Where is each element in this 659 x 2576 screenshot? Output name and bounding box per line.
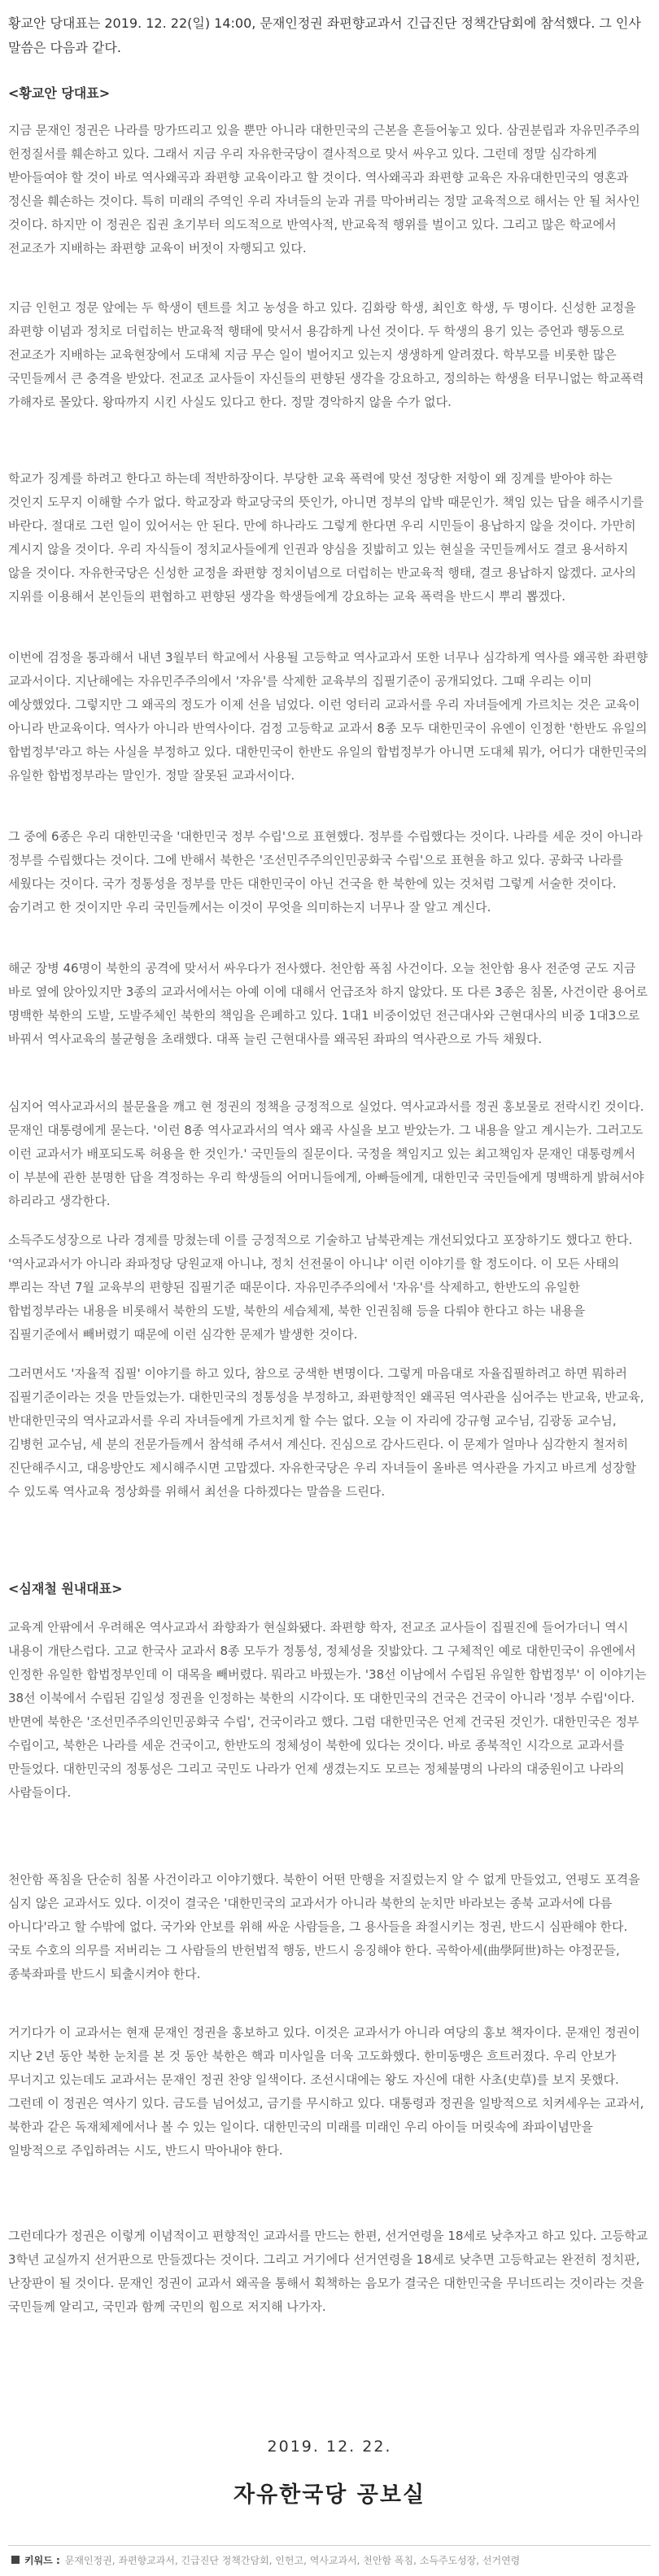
paragraph: 그러면서도 '자율적 집필' 이야기를 하고 있다, 참으로 궁색한 변명이다. 그렇게 마음대로 자율집필하려고 하면 뭐하러 집필기준이라는 것을 만들었는가. 대한민국의 정통성을 부정하고, 좌편향적인 왜곡된 역사관을 심어주는 반교육, 반교육, 반대한민국의 역사교과서를 우리 자녀들에게 가르치게 할 수는 없다. 오늘 이 자리에 강규형 교수님, 김광동 교수님, 김병헌 교수님, 세 분의 전문가들께서 참석해 주셔서 계신다. 진심으로 감사드린다. 이 문제가 얼마나 심각한지 철저히 진단해주시고, 대응방안도 제시해주시면 고맙겠다. 자유한국당은 우리 자녀들이 올바른 역사관을 가지고 바르게 성장할 수 있도록 역사교육 정상화를 위해서 최선을 다하겠다는 말씀을 드린다. [8,1366,644,1499]
section-title-shim: <심재철 원내대표> [8,1581,123,1596]
organization-name: 자유한국당 공보실 [233,2482,426,2508]
paragraph: 천안함 폭침을 단순히 침몰 사건이라고 이야기했다. 북한이 어떤 만행을 저질렀는지 알 수 없게 만들었고, 연평도 포격을 심지 않은 교과서도 있다. 이것이 결국은 '대한민국의 교과서가 아니라 북한의 눈치만 바라보는 종북 교과서에 다름 아니다'라고 할 수밖에 없다. 국가와 안보를 위해 싸운 사람들을, 그 용사들을 좌절시키는 정권, 반드시 심판해야 한다. 국토 수호의 의무를 저버리는 그 사람들의 반헌법적 행동, 반드시 응징해야 한다. 곡학아세(曲學阿世)하는 야정꾼들, 종북좌파를 반드시 퇴출시켜야 한다. [8,1872,640,1981]
release-date: 2019. 12. 22. [267,2438,392,2456]
keyword-square-icon [11,2556,20,2564]
paragraph: 거기다가 이 교과서는 현재 문재인 정권을 홍보하고 있다. 이것은 교과서가 아니라 여당의 홍보 책자이다. 문재인 정권이 지난 2년 동안 북한 눈치를 본 것 동안 북한은 핵과 미사일을 더욱 고도화했다. 한미동맹은 흐트러졌다. 우리 안보가 무너지고 있는데도 교과서는 문재인 정권 찬양 일색이다. 조선시대에는 왕도 자신에 대한 사초(史草)를 보지 못했다. 그런데 이 정권은 역사기 있다. 금도를 넘어섰고, 금기를 무시하고 있다. 대통령과 정권을 일방적으로 치켜세우는 교과서, 북한과 같은 독재체제에서나 볼 수 있는 일이다. 대한민국의 미래를 미래인 우리 아이들 머릿속에 좌파이념만을 일방적으로 주입하려는 시도, 반드시 막아내야 한다. [8,2025,644,2158]
paragraph: 소득주도성장으로 나라 경제를 망쳤는데 이를 긍정적으로 기술하고 남북관계는 개선되었다고 포장하기도 했다고 한다. '역사교과서가 아니라 좌파정당 당원교재 아니냐, 정치 선전물이 아니냐' 이런 이야기를 할 정도이다. 이 모든 사태의 뿌리는 작년 7월 교육부의 편향된 집필기준 때문이다. 자유민주주의에서 '자유'를 삭제하고, 한반도의 유일한 합법정부라는 내용을 비롯해서 북한의 도발, 북한의 세습체제, 북한 인권침해 등을 다뤄야 한다고 하는 내용을 집필기준에서 빼버렸기 때문에 이런 심각한 문제가 발생한 것이다. [8,1233,633,1342]
paragraph: 학교가 징계를 하려고 한다고 하는데 적반하장이다. 부당한 교육 폭력에 맞선 정당한 저항이 왜 징계를 받아야 하는 것인지 도무지 이해할 수가 없다. 학교장과 학교당국의 뜻인가, 아니면 정부의 압박 때문인가. 책임 있는 답을 해주시기를 바란다. 절대로 그런 일이 있어서는 안 된다. 만에 하나라도 그렇게 한다면 우리 시민들이 용납하지 않을 것이다. 가만히 계시지 않을 것이다. 우리 자식들이 정치교사들에게 인권과 양심을 짓밟히고 있는 현실을 국민들께서도 결코 용서하지 않을 것이다. 자유한국당은 신성한 교정을 좌편향 정치이념으로 더럽히는 반교육적 행태, 결코 용납하지 않겠다. 교사의 지위를 이용해서 본인들의 편협하고 편향된 생각을 학생들에게 강요하는 교육 폭력을 반드시 뿌리 뽑겠다. [8,471,644,604]
paragraph: 심지어 역사교과서의 불문율을 깨고 현 정권의 정책을 긍정적으로 실었다. 역사교과서를 정권 홍보물로 전락시킨 것이다. 문재인 대통령에게 묻는다. '이런 8종 역사교과서의 역사 왜곡 사실을 보고 받았는가. 그 내용을 알고 계시는가. 그러고도 이런 교과서가 배포되도록 허용을 한 것인가.' 국민들의 질문이다. 국정을 책임지고 있는 최고책임자 문재인 대통령께서 이 부분에 관한 분명한 답을 격정하는 우리 학생들의 어머니들에게, 아빠들에게, 대한민국 국민들에게 명백하게 밝혀서야 하리라고 생각한다. [8,1099,644,1208]
paragraph: 교육계 안팎에서 우려해온 역사교과서 좌향좌가 현실화됐다. 좌편향 학자, 전교조 교사들이 집필진에 들어가더니 역시 내용이 개탄스럽다. 고교 한국사 교과서 8종 모두가 정통성, 정체성을 짓밟았다. 그 구체적인 예로 대한민국이 유엔에서 인정한 유일한 합법정부인데 이 대목을 빼버렸다. 뭐라고 바꿨는가. '38선 이남에서 수립된 유일한 합법정부' 이 이야기는 38선 이북에서 수립된 김일성 정권을 인정하는 북한의 시각이다. 또 대한민국의 건국은 건국이 아니라 '정부 수립'이다. 반면에 북한은 '조선민주주의인민공화국 수립', 건국이라고 했다. 그럼 대한민국은 언제 건국된 것인가. 대한민국은 정부 수립이고, 북한은 나라를 세운 건국이고, 한반도의 정체성이 북한에 있다는 것이다. 바로 종북적인 시각으로 교과서를 만들었다. 대한민국의 정통성은 그리고 국민도 나라가 언제 생겼는지도 모르는 정체불명의 나라의 대중원이고 나라의 사람들이다. [8,1620,647,1800]
section-title-hwang: <황교안 당대표> [8,85,111,101]
paragraph: 해군 장병 46명이 북한의 공격에 맞서서 싸우다가 전사했다. 천안함 폭침 사건이다. 오늘 천안함 용사 전준영 군도 지금 바로 옆에 앉아있지만 3종의 교과서에서는 아예 이에 대해서 언급조차 하지 않았다. 또 다른 3종은 침몰, 사건이란 용어로 명백한 북한의 도발, 도발주체인 북한의 책임을 은폐하고 있다. 1대1 비중이었던 전근대사와 근현대사의 비중 1대3으로 바꿔서 역사교육의 불균형을 초래했다. 대폭 늘린 근현대사를 왜곡된 좌파의 역사관으로 가득 채웠다. [8,961,648,1046]
paragraph: 그 중에 6종은 우리 대한민국을 '대한민국 정부 수립'으로 표현했다. 정부를 수립했다는 것이다. 나라를 세운 것이 아니라 정부를 수립했다는 것이다. 그에 반해서 북한은 '조선민주주의인민공화국 수립'으로 표현을 하고 있다. 공화국 나라를 세웠다는 것이다. 국가 정통성을 정부를 만든 대한민국이 아닌 건국을 한 북한에 있는 것처럼 그렇게 서술한 것이다. 숨기려고 한 것이지만 우리 국민들께서는 이것이 무엇을 의미하는지 너무나 잘 알고 계신다. [8,829,643,915]
lead-paragraph: 황교안 당대표는 2019. 12. 22(일) 14:00, 문재인정권 좌편향교과서 긴급진단 정책간담회에 참석했다. 그 인사말씀은 다음과 같다. [8,15,641,55]
paragraph: 지금 문재인 정권은 나라를 망가뜨리고 있을 뿐만 아니라 대한민국의 근본을 흔들어놓고 있다. 삼권분립과 자유민주주의 헌정질서를 훼손하고 있다. 그래서 지금 우리 자유한국당이 결사적으로 맞서 싸우고 있다. 그런데 정말 심각하게 받아들여야 할 것이 바로 역사왜곡과 좌편향 교육이라고 할 것이다. 역사왜곡과 좌편향 교육은 자유대한민국의 영혼과 정신을 훼손하는 것이다. 특히 미래의 주역인 우리 자녀들의 눈과 귀를 막아버리는 정말 교육적으로 해서는 안 될 처사인 것이다. 하지만 이 정권은 집권 초기부터 의도적으로 반역사적, 반교육적 행위를 벌이고 있다. 그리고 많은 학교에서 전교조가 지배하는 좌편향 교육이 버젓이 자행되고 있다. [8,123,640,255]
paragraph: 지금 인헌고 정문 앞에는 두 학생이 텐트를 치고 농성을 하고 있다. 김화랑 학생, 최인호 학생, 두 명이다. 신성한 교정을 좌편향 이념과 정치로 더럽히는 반교육적 행태에 맞서서 용감하게 나선 것이다. 두 학생의 용기 있는 증언과 행동으로 전교조가 지배하는 교육현장에서 도대체 지금 무슨 일이 벌어지고 있는지 생생하게 알려졌다. 학부모를 비롯한 많은 국민들께서 큰 충격을 받았다. 전교조 교사들이 자신들의 편향된 생각을 강요하고, 정의하는 학생을 터무니없는 학교폭력 가해자로 몰았다. 왕따까지 시킨 사실도 있다고 한다. 정말 경악하지 않을 수가 없다. [8,300,644,409]
keyword-label: 키워드 : [24,2554,60,2566]
paragraph: 이번에 검정을 통과해서 내년 3월부터 학교에서 사용될 고등학교 역사교과서 또한 너무나 심각하게 역사를 왜곡한 좌편향 교과서이다. 지난해에는 자유민주주의에서 '자유'를 삭제한 교육부의 집필기준이 공개되었다. 그때 우리는 이미 예상했었다. 그렇지만 그 왜곡의 정도가 이제 선을 넘었다. 이런 엉터리 교과서를 우리 자녀들에게 가르치는 것은 교육이 아니라 반교육이다. 역사가 아니라 반역사이다. 검정 고등학교 교과서 8종 모두 대한민국이 유엔이 인정한 '한반도 유일의 합법정부'라고 하는 사실을 부정하고 있다. 대한민국이 한반도 유일의 합법정부가 아니면 도대체 뭐가, 어디가 대한민국의 유일한 합법정부라는 말인가. 정말 잘못된 교과서이다. [8,650,648,783]
keyword-bar [8,2545,651,2574]
keyword-list[interactable]: 문재인정권, 좌편향교과서, 긴급진단 정책간담회, 인헌고, 역사교과서, 천안함 폭침, 소득주도성장, 선거연령 [64,2554,521,2566]
paragraph: 그런데다가 정권은 이렇게 이념적이고 편향적인 교과서를 만드는 한편, 선거연령을 18세로 낮추자고 하고 있다. 고등학교 3학년 교실까지 선거판으로 만들겠다는 것이다. 그리고 거기에다 선거연령을 18세로 낮추면 고등학교는 완전히 정치판, 난장판이 될 것이다. 문재인 정권이 교과서 왜곡을 통해서 획책하는 음모가 결국은 대한민국을 무너뜨리는 것이라는 것을 국민들께 알리고, 국민과 함께 국민의 힘으로 저지해 나가자. [8,2229,648,2314]
